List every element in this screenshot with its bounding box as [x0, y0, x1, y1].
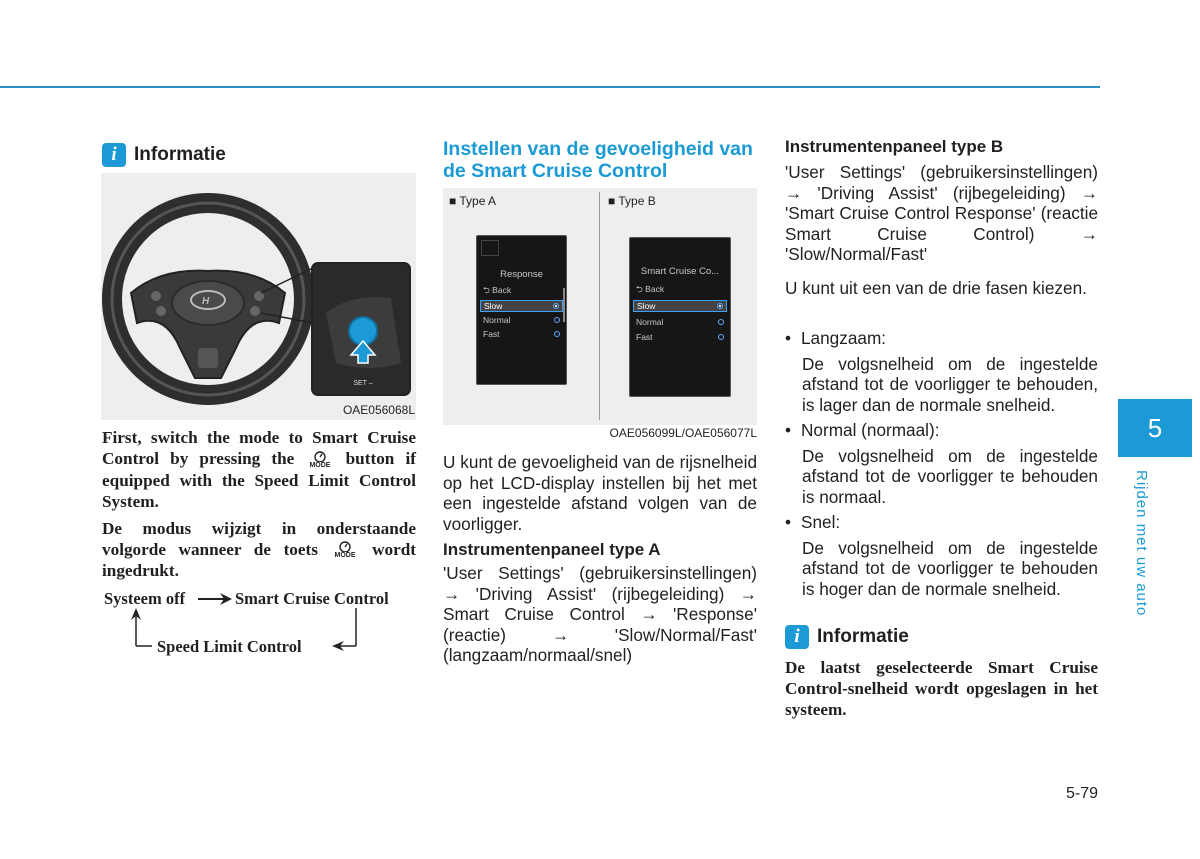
lcd-figure	[443, 188, 757, 425]
type-a-label: ■ Type A	[449, 194, 497, 208]
middle-text	[443, 452, 757, 666]
flow-system-off: Systeem off	[104, 589, 186, 608]
lcd-screen-type-a	[476, 235, 567, 385]
radio-selected-icon	[717, 303, 723, 309]
screen-b-option-fast[interactable]	[633, 331, 727, 343]
instruction-2-end: wordt ingedrukt.	[102, 539, 417, 581]
bullet-label: Normal (normaal):	[801, 420, 940, 440]
panel-type-a-heading: Instrumentenpaneel type A	[443, 540, 661, 559]
radio-icon	[718, 334, 724, 340]
bullet-dot: •	[785, 512, 792, 532]
mode-button-icon	[309, 451, 330, 470]
screen-frame-icon	[481, 240, 499, 256]
instruction-paragraph-2	[102, 518, 416, 582]
mode-label: MODE	[309, 461, 331, 469]
option-label: Normal	[483, 315, 511, 325]
bullet-slow	[785, 328, 1098, 415]
page-number: 5-79	[1065, 785, 1098, 802]
screen-a-heading: Response	[500, 269, 543, 280]
radio-selected-icon	[553, 303, 559, 309]
bullet-text: De volgsnelheid om de ingestelde afstand tot de voorligger te behouden is hoger dan de normale snelheid.	[802, 537, 1098, 599]
type-b-label: ■ Type B	[608, 194, 656, 208]
bullet-normal	[785, 420, 1098, 507]
radio-icon	[554, 317, 560, 323]
chapter-tab: 5	[1118, 399, 1192, 457]
panel-type-a-path: 'User Settings' (gebruikersinstellingen) → 'Driving Assist' (rijbegeleiding) → Smart Cruise Control → 'Response' (reactie) → 'Slow/Normal/Fast' (langzaam/normaal/snel)	[443, 563, 757, 665]
panel-type-b-path: 'User Settings' (gebruikersinstellingen) → 'Driving Assist' (rijbegeleiding) → 'Smart Cruise Control Response' (reactie Smart Cruise Control) → 'Slow/Normal/Fast'	[785, 162, 1098, 264]
instruction-paragraph-1	[102, 427, 416, 512]
info-heading	[102, 143, 416, 167]
section-title: Instellen van de gevoeligheid van de Smart Cruise Control	[443, 138, 753, 182]
left-column	[102, 143, 416, 167]
figure-caption-left: OAE056068L	[342, 403, 415, 417]
info-icon: i	[102, 143, 126, 167]
screen-b-heading: Smart Cruise Co...	[640, 266, 720, 277]
svg-text:SET –: SET –	[353, 380, 373, 387]
chapter-title: Rijden met uw auto	[1133, 470, 1150, 617]
instruction-1-end: button if equipped with the Speed Limit Control System.	[102, 449, 416, 511]
bullet-text: De volgsnelheid om de ingestelde afstand tot de voorligger te behouden, is lager dan de normale snelheid.	[802, 353, 1098, 415]
info-title: Informatie	[134, 144, 226, 165]
info-heading-2	[785, 625, 1098, 649]
back-label: ⮌ Back	[483, 285, 512, 295]
arrow-right-icon	[198, 592, 234, 606]
mode-label: MODE	[334, 552, 356, 560]
figure-divider	[599, 192, 600, 420]
instruction-1-start: First, switch the mode to Smart Cruise Control by pressing the	[102, 428, 416, 468]
screen-b-option-slow[interactable]	[633, 300, 727, 312]
scrollbar[interactable]	[563, 288, 565, 322]
phases-paragraph: U kunt uit een van de drie fasen kiezen.	[785, 277, 1087, 298]
option-label: Slow	[484, 301, 503, 311]
header-rule	[0, 86, 1100, 88]
bullet-text: De volgsnelheid om de ingestelde afstand tot de voorligger te behouden is normaal.	[802, 445, 1098, 507]
option-label: Fast	[483, 329, 500, 339]
option-label: Fast	[636, 332, 653, 342]
screen-a-option-fast[interactable]	[480, 328, 563, 340]
bullet-label: Langzaam:	[801, 328, 887, 348]
steering-wheel-figure	[101, 173, 416, 420]
screen-a-option-normal[interactable]	[480, 314, 563, 326]
right-column	[785, 137, 1098, 720]
mode-button-icon	[335, 541, 356, 560]
bullet-fast	[785, 512, 1098, 599]
bullet-dot: •	[785, 328, 792, 348]
left-text	[102, 427, 416, 581]
instruction-2-start: De modus wijzigt in onderstaande volgorde wanneer de toets	[102, 518, 416, 559]
radio-icon	[718, 319, 724, 325]
lcd-screen-type-b	[629, 237, 731, 397]
screen-b-back[interactable]	[633, 285, 727, 297]
figure-caption-middle: OAE056099L/OAE056077L	[609, 426, 757, 440]
bullet-dot: •	[785, 420, 792, 440]
screen-a-option-slow[interactable]	[480, 300, 563, 312]
option-label: Normal	[636, 317, 664, 327]
back-label: ⮌ Back	[636, 284, 665, 294]
bullet-label: Snel:	[801, 512, 841, 532]
panel-type-b-heading: Instrumentenpaneel type B	[785, 137, 1004, 156]
info-text: De laatst geselecteerde Smart Cruise Control-snelheid wordt opgeslagen in het systeem.	[785, 658, 1098, 719]
mode-flow-diagram	[102, 588, 422, 658]
svg-text:H: H	[202, 296, 210, 307]
flow-smart-cruise: Smart Cruise Control	[235, 589, 389, 608]
flow-speed-limit: Speed Limit Control	[157, 637, 302, 656]
radio-icon	[554, 331, 560, 337]
sensitivity-paragraph: U kunt de gevoeligheid van de rijsnelheid op het LCD-display instellen bij het met een ingestelde afstand volgen van de voorligger.	[443, 452, 757, 534]
steering-wheel-illustration	[101, 173, 416, 420]
screen-a-back[interactable]	[480, 286, 563, 298]
option-label: Slow	[637, 301, 656, 311]
info-title: Informatie	[817, 626, 909, 647]
screen-b-option-normal[interactable]	[633, 316, 727, 328]
info-icon: i	[785, 625, 809, 649]
